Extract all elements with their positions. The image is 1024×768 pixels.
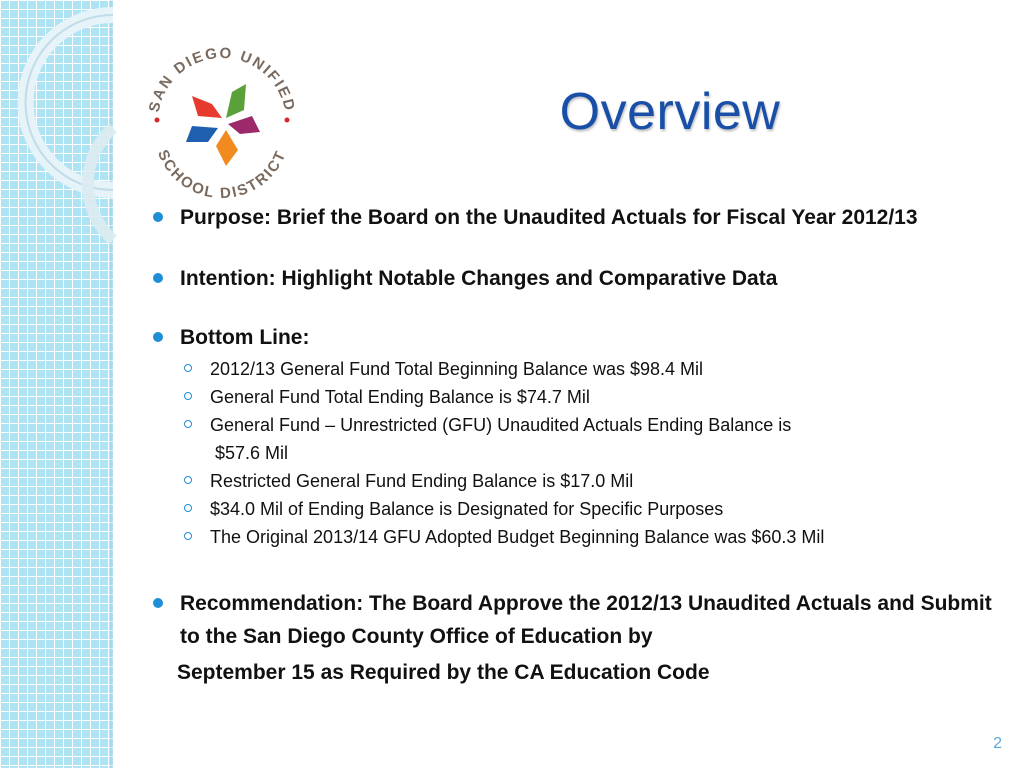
bullet-icon [153, 332, 163, 342]
bullet-bottom-line-text: Bottom Line: [180, 326, 310, 349]
sub-bullet-icon [184, 392, 192, 400]
recommendation-continuation: September 15 as Required by the CA Education Code [177, 661, 710, 684]
slide-content [150, 206, 1010, 688]
sub-bullet-icon [184, 364, 192, 372]
bullet-recommendation-text: Recommendation: The Board Approve the 2012/13 Unaudited Actuals and Submit to the San Diego County Office of Education by [180, 592, 992, 648]
list-item: General Fund – Unrestricted (GFU) Unaudited Actuals Ending Balance is $57.6 Mil [180, 411, 1010, 467]
sub-bullet-icon [184, 504, 192, 512]
list-item: Restricted General Fund Ending Balance is $17.0 Mil [180, 467, 1010, 495]
bullet-intention [150, 267, 1010, 290]
list-item: The Original 2013/14 GFU Adopted Budget Beginning Balance was $60.3 Mil [180, 523, 1010, 551]
page-number: 2 [993, 735, 1002, 752]
bullet-icon [153, 212, 163, 222]
sub-bullet-icon [184, 420, 192, 428]
list-item: 2012/13 General Fund Total Beginning Balance was $98.4 Mil [180, 355, 1010, 383]
sub-bullet-icon [184, 476, 192, 484]
list-item: General Fund Total Ending Balance is $74.7 Mil [180, 383, 1010, 411]
svg-text:SCHOOL DISTRICT: SCHOOL DISTRICT [153, 147, 291, 203]
school-district-logo [138, 38, 306, 206]
bullet-purpose [150, 206, 1010, 229]
bottom-line-list [180, 355, 1010, 551]
svg-text:SAN DIEGO UNIFIED: SAN DIEGO UNIFIED [145, 44, 299, 114]
page-title: Overview [559, 83, 781, 141]
sub-bullet-icon [184, 532, 192, 540]
bullet-bottom-line [150, 326, 1010, 349]
bullet-intention-text: Intention: Highlight Notable Changes and Comparative Data [180, 267, 778, 290]
list-item: $34.0 Mil of Ending Balance is Designated for Specific Purposes [180, 495, 1010, 523]
bullet-purpose-text: Purpose: Brief the Board on the Unaudited Actuals for Fiscal Year 2012/13 [180, 206, 918, 229]
bullet-icon [153, 273, 163, 283]
bullet-recommendation [150, 587, 1010, 653]
bullet-icon [153, 598, 163, 608]
